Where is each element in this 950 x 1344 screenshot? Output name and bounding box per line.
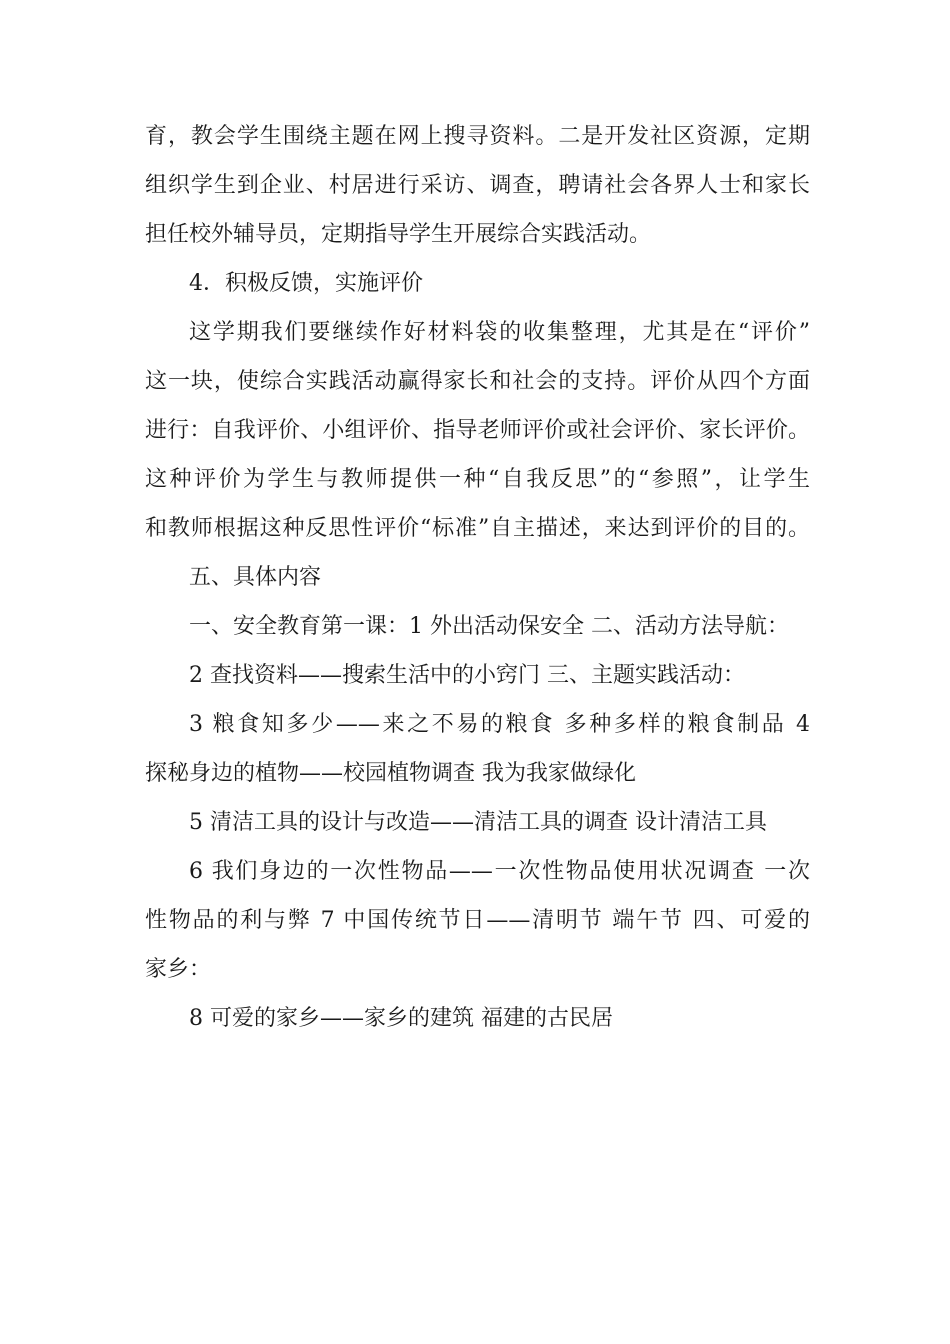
content-line: 2 查找资料——搜索生活中的小窍门 三、主题实践活动： — [189, 663, 745, 688]
content-line: 家乡： — [145, 957, 212, 982]
content-line: 5 清洁工具的设计与改造——清洁工具的调查 设计清洁工具 — [189, 810, 767, 835]
paragraph-line: 担任校外辅导员，定期指导学生开展综合实践活动。 — [145, 222, 652, 247]
content-line: 性物品的利与弊 7 中国传统节日——清明节 端午节 四、可爱的 — [145, 908, 810, 933]
content-line: 3 粮食知多少——来之不易的粮食 多种多样的粮食制品 4 — [189, 712, 810, 737]
paragraph-line: 这学期我们要继续作好材料袋的收集整理，尤其是在“评价” — [189, 320, 810, 345]
content-line: 8 可爱的家乡——家乡的建筑 福建的古民居 — [189, 1006, 613, 1031]
paragraph-line: 这种评价为学生与教师提供一种“自我反思”的“参照”，让学生 — [145, 467, 810, 492]
paragraph-line: 进行：自我评价、小组评价、指导老师评价或社会评价、家长评价。 — [145, 418, 810, 443]
content-line: 6 我们身边的一次性物品——一次性物品使用状况调查 一次 — [189, 859, 810, 884]
section-heading: 五、具体内容 — [189, 565, 322, 590]
content-line: 一、安全教育第一课：1 外出活动保安全 二、活动方法导航： — [189, 614, 789, 639]
paragraph-line: 这一块，使综合实践活动赢得家长和社会的支持。评价从四个方面 — [145, 369, 810, 394]
section-heading: 4．积极反馈，实施评价 — [189, 271, 423, 296]
paragraph-line: 和教师根据这种反思性评价“标准”自主描述，来达到评价的目的。 — [145, 516, 810, 541]
paragraph-line: 组织学生到企业、村居进行采访、调查，聘请社会各界人士和家长 — [145, 173, 810, 198]
content-line: 探秘身边的植物——校园植物调查 我为我家做绿化 — [145, 761, 636, 786]
document-body — [145, 112, 810, 1043]
paragraph-line: 育，教会学生围绕主题在网上搜寻资料。二是开发社区资源，定期 — [145, 124, 810, 149]
